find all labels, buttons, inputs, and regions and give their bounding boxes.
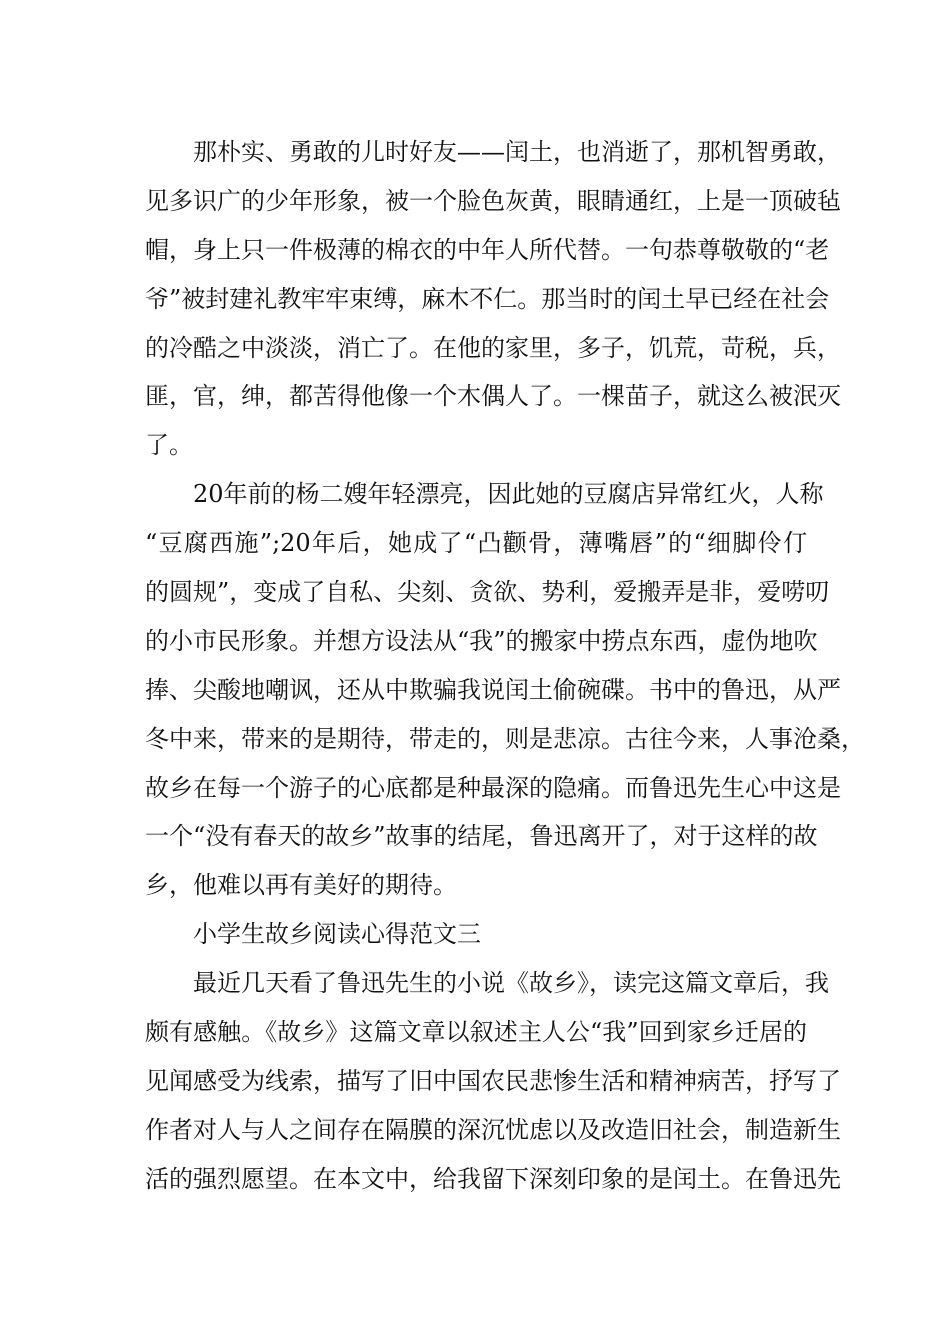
text-line: 的小市民形象。并想方设法从“我”的搬家中捞点东西，虚伪地吹 [145, 626, 818, 655]
text-line: 最近几天看了鲁迅先生的小说《故乡》，读完这篇文章后，我 [193, 969, 829, 998]
text-line: 的圆规”，变成了自私、尖刻、贪欲、势利，爱搬弄是非，爱唠叨 [145, 578, 830, 607]
paragraph-yang-ersao [145, 470, 865, 910]
text-line: 捧、尖酸地嘲讽，还从中欺骗我说闰土偷碗碟。书中的鲁迅，从严 [145, 675, 841, 704]
text-line: 了。 [145, 431, 193, 460]
text-line: 作者对人与人之间存在隔膜的深沉忧虑以及改造旧社会，制造新生 [145, 1115, 841, 1144]
text-line: 见闻感受为线索，描写了旧中国农民悲惨生活和精神病苦，抒写了 [145, 1066, 841, 1095]
text-line: 故乡在每一个游子的心底都是种最深的隐痛。而鲁迅先生心中这是 [145, 773, 841, 802]
section-heading [145, 910, 807, 959]
text-line: 20年前的杨二嫂年轻漂亮，因此她的豆腐店异常红火，人称 [193, 480, 824, 509]
heading-text: 小学生故乡阅读心得范文三 [193, 920, 481, 949]
paragraph-essay-three [145, 959, 841, 1203]
text-line: 冬中来，带来的是期待，带走的，则是悲凉。古往今来，人事沧桑， [145, 724, 865, 753]
text-line: “豆腐西施”;20年后，她成了“凸颧骨，薄嘴唇”的“细脚伶仃 [145, 529, 807, 558]
text-line: 那朴实、勇敢的儿时好友——闰土，也消逝了，那机智勇敢， [193, 138, 841, 166]
text-line: 乡，他难以再有美好的期待。 [145, 871, 457, 900]
text-line: 见多识广的少年形象，被一个脸色灰黄，眼睛通红，上是一顶破毡 [145, 186, 841, 215]
text-line: 一个“没有春天的故乡”故事的结尾，鲁迅离开了，对于这样的故 [145, 822, 818, 851]
text-line: 颇有感触。《故乡》这篇文章以叙述主人公“我”回到家乡迁居的 [145, 1018, 807, 1047]
text-line: 活的强烈愿望。在本文中，给我留下深刻印象的是闰土。在鲁迅先 [145, 1164, 841, 1193]
text-line: 帽，身上只一件极薄的棉衣的中年人所代替。一句恭尊敬敬的“老 [145, 235, 830, 264]
text-line: 的冷酷之中淡淡，消亡了。在他的家里，多子，饥荒，苛税，兵， [145, 333, 841, 362]
text-line: 匪，官，绅，都苦得他像一个木偶人了。一棵苗子，就这么被泯灭 [145, 382, 841, 411]
text-line: 爷”被封建礼教牢牢束缚，麻木不仁。那当时的闰土早已经在社会 [145, 284, 830, 313]
document-page [145, 128, 865, 1204]
paragraph-runtu [145, 128, 841, 470]
